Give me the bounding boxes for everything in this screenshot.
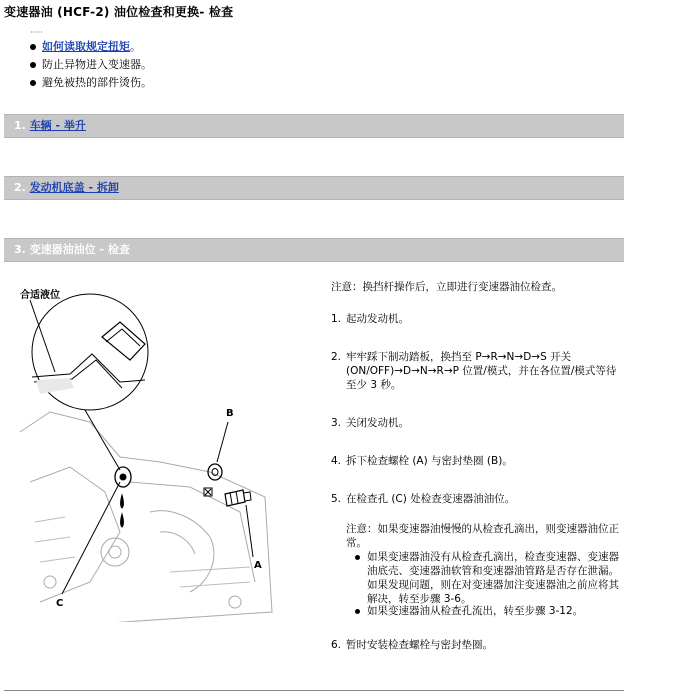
step-num: 6. <box>331 639 342 651</box>
engine-undercover-link[interactable]: 发动机底盖 - 拆卸 <box>29 181 119 194</box>
bullet-icon <box>30 44 36 50</box>
list-item-text: 避免被热的部件烫伤。 <box>42 76 152 89</box>
step-text-line: 牢牢踩下制动踏板，换挡至 P→R→N→D→S 开关 <box>346 351 572 363</box>
bullet-icon <box>355 555 360 560</box>
step-num: 5. <box>331 493 342 505</box>
step-text-line: 至少 3 秒。 <box>346 379 402 391</box>
vehicle-lift-link[interactable]: 车辆 - 举升 <box>29 119 86 132</box>
step-text: 在检查孔 (C) 处检查变速器油油位。 <box>346 493 516 505</box>
bullet-icon <box>30 80 36 86</box>
step-title: 变速器油油位 - 检查 <box>29 243 130 256</box>
step-number: 3. <box>14 243 26 256</box>
list-item <box>30 38 152 56</box>
label-b: B <box>226 408 234 419</box>
label-a: A <box>254 560 262 571</box>
sub-bullet-item: 如果变速器油没有从检查孔滴出，检查变速器、变速器 油底壳、变速器油软管和变速器油管路是否存在泄漏。 如果发现问题，则在对变速器加注变速器油之前应将其 解决，转至步骤 3-6。 <box>355 550 637 606</box>
step-bar-1 <box>4 114 624 138</box>
step-bar-2 <box>4 176 624 200</box>
step-text: 拆下检查螺栓 (A) 与密封垫圈 (B)。 <box>346 455 513 467</box>
diagram-svg <box>10 282 280 622</box>
step-text-line: (ON/OFF)→D→N→R→P 位置/模式，并在各位置/模式等待 <box>346 365 617 377</box>
step-num: 3. <box>331 417 342 429</box>
procedure-note: 注意：换挡杆操作后，立即进行变速器油位检查。 <box>331 281 562 293</box>
sub-note: 注意：如果变速器油慢慢的从检查孔滴出，则变速器油位正 常。 <box>346 523 619 549</box>
list-item <box>30 56 152 74</box>
step-text: 起动发动机。 <box>346 313 409 325</box>
step-num: 4. <box>331 455 342 467</box>
step-bar-3 <box>4 238 624 262</box>
list-item <box>30 74 152 92</box>
bottom-divider <box>4 690 624 691</box>
truncated-text: ····· <box>30 28 43 34</box>
bullet-icon <box>355 609 360 614</box>
sub-bullet-item: 如果变速器油从检查孔流出，转至步骤 3-12。 <box>355 604 637 618</box>
fluid-level-label: 合适液位 <box>20 290 60 301</box>
list-item-suffix: 。 <box>130 40 141 53</box>
step-text: 关闭发动机。 <box>346 417 409 429</box>
page-title: 变速器油 (HCF-2) 油位检查和更换- 检查 <box>4 5 234 19</box>
step-num: 1. <box>331 313 342 325</box>
transmission-fluid-check-diagram <box>10 282 280 622</box>
intro-bullet-list <box>30 38 152 92</box>
torque-reading-link[interactable]: 如何读取规定扭矩 <box>42 40 130 53</box>
step-number: 2. <box>14 181 26 194</box>
list-item-text: 防止异物进入变速器。 <box>42 58 152 71</box>
label-c: C <box>56 598 64 609</box>
step-number: 1. <box>14 119 26 132</box>
bullet-icon <box>30 62 36 68</box>
step-num: 2. <box>331 351 342 363</box>
step-text: 暂时安装检查螺栓与密封垫圈。 <box>346 639 493 651</box>
